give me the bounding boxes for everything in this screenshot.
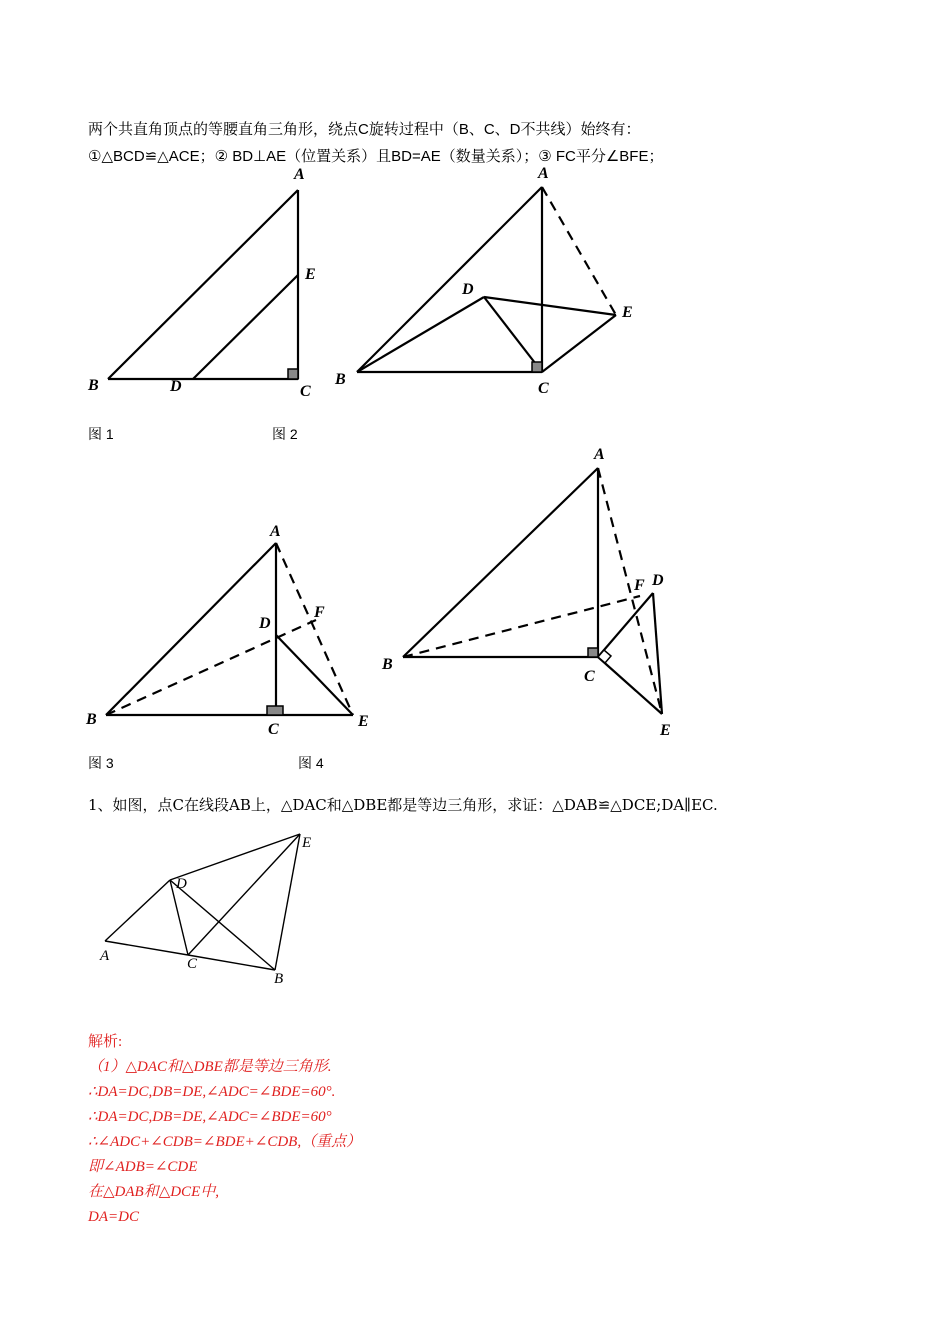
figure-2-right-angle-marker [532, 362, 542, 372]
figure-1-label-b: B [88, 377, 99, 394]
figure-3-label-c: C [268, 721, 279, 738]
problem-label-e: E [302, 835, 312, 851]
solution-heading: 解析: [88, 1034, 123, 1050]
solution-line-5: 即∠ADB=∠CDE [88, 1159, 198, 1175]
figure-1-lines [108, 190, 298, 379]
caption-figure-1: 图 1 [88, 426, 114, 442]
figure-3-label-e: E [358, 713, 369, 730]
solution-block [88, 1030, 361, 1230]
problem-label-d: D [176, 876, 187, 892]
figure-2-label-c: C [538, 380, 549, 397]
figure-2-label-d: D [462, 281, 474, 298]
figure-3-label-d: D [259, 615, 271, 632]
figure-3-label-f: F [314, 604, 325, 621]
solution-line-2: ∴DA=DC,DB=DE,∠ADC=∠BDE=60°. [88, 1084, 336, 1100]
figure-4-label-d: D [652, 572, 664, 589]
figure-2-label-a: A [538, 165, 549, 182]
figure-4-label-c: C [584, 668, 595, 685]
problem-figure-lines [105, 834, 300, 970]
intro-line-2: ①△BCD≌△ACE；② BD⊥AE（位置关系）且BD=AE（数量关系）；③ FC平分∠BFE； [88, 148, 664, 165]
intro-line-1: 两个共直角顶点的等腰直角三角形，绕点C旋转过程中（B、C、D不共线）始终有： [88, 121, 641, 138]
figure-4-lines [403, 468, 662, 714]
figure-3-lines [106, 543, 353, 715]
figure-2-lines [357, 187, 616, 372]
figure-4-label-a: A [594, 446, 605, 463]
figure-2-label-e: E [622, 304, 633, 321]
figure-4-right-angle-marker-c [588, 648, 598, 657]
caption-figure-4: 图 4 [298, 755, 324, 771]
figure-1-label-c: C [300, 383, 311, 400]
problem-label-b: B [274, 971, 284, 987]
solution-line-3: ∴DA=DC,DB=DE,∠ADC=∠BDE=60° [88, 1109, 332, 1125]
solution-line-7: DA=DC [88, 1209, 139, 1225]
figure-4-label-b: B [382, 656, 393, 673]
caption-figure-3: 图 3 [88, 755, 114, 771]
figure-1-label-e: E [305, 266, 316, 283]
figure-4-label-f: F [634, 577, 645, 594]
caption-figure-2: 图 2 [272, 426, 298, 442]
solution-line-4: ∴∠ADC+∠CDB=∠BDE+∠CDB,（重点） [88, 1134, 362, 1150]
figure-3-label-a: A [270, 523, 281, 540]
figure-3-right-angle-marker [267, 706, 283, 715]
figure-4-right-angle-marker-d [598, 650, 611, 663]
problem-label-c: C [187, 956, 198, 972]
figure-2-label-b: B [335, 371, 346, 388]
figure-1-label-a: A [294, 166, 305, 183]
solution-line-1: （1）△DAC和△DBE都是等边三角形. [88, 1059, 332, 1075]
figure-4-label-e: E [660, 722, 671, 739]
figure-1-right-angle-marker [288, 369, 298, 379]
problem-label-a: A [100, 948, 110, 964]
figure-1-label-d: D [170, 378, 182, 395]
figure-3-label-b: B [86, 711, 97, 728]
solution-line-6: 在△DAB和△DCE中, [88, 1184, 219, 1200]
problem-statement: 1、如图，点C在线段AB上，△DAC和△DBE都是等边三角形，求证：△DAB≌△DCE;DA∥EC. [88, 796, 718, 814]
